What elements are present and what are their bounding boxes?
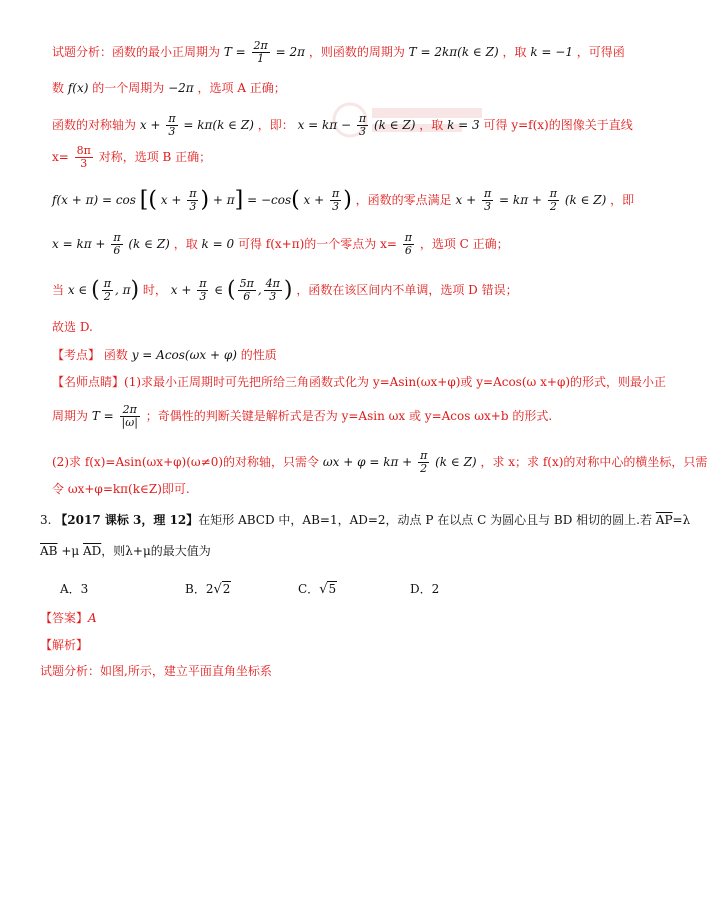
paren: ( — [148, 187, 157, 213]
analysis-line-3 — [52, 112, 633, 138]
analysis-line-6 — [52, 232, 600, 257]
numerator: 2π — [120, 404, 140, 417]
numerator: π — [420, 449, 428, 462]
denominator: 6 — [243, 290, 251, 303]
vector-ab: $\overline{AB}$ — [40, 544, 58, 558]
paren: ) — [343, 187, 352, 213]
denominator: 3 — [484, 200, 492, 213]
paren: ( — [227, 277, 236, 303]
formula: T = — [223, 45, 246, 59]
numerator: 2π — [253, 39, 268, 52]
mingshi-line-4: 令 ωx+φ=kπ(k∈Z)即可. — [52, 482, 190, 496]
analysis-line-5 — [52, 187, 635, 213]
jiexi-tag: 【解析】 — [40, 638, 89, 652]
denominator: 2 — [549, 200, 557, 213]
formula: , π — [114, 283, 131, 297]
analysis-line-4 — [52, 145, 600, 170]
vector-ad: $\overline{AD}$ — [83, 544, 102, 558]
formula: = 2π — [275, 45, 305, 59]
analysis-line-7: 当 x ∈ ( $\frac{\pi}{2}$ , π) 时， x + $\frac{\pi}{3}$ ∈ ( $\frac{5\pi}{6}$ , $\frac{4\pi}{3}$ ) ，函数在该区间内不单调，选项 D 错误； — [52, 277, 518, 303]
text: =λ — [672, 513, 691, 527]
numerator: π — [103, 277, 111, 290]
numerator: π — [483, 187, 492, 200]
text: 数 — [52, 81, 65, 95]
text: 的一个周期为 — [92, 81, 165, 95]
text: (2)求 f(x)=Asin(ωx+φ)(ω≠0)的对称轴，只需令 — [52, 455, 320, 469]
numerator: π — [358, 112, 367, 125]
paren: ) — [130, 277, 140, 303]
text: 周期为 — [52, 409, 89, 423]
formula: x + — [139, 118, 161, 132]
denominator: 3 — [80, 157, 88, 170]
fraction — [418, 450, 429, 475]
option-label: C． — [298, 582, 320, 596]
text: ，可得函 — [576, 45, 625, 59]
numerator: π — [189, 187, 197, 200]
fraction — [357, 113, 368, 138]
analysis-conclusion: 故选 D. — [52, 320, 93, 334]
kaodian-tag: 【考点】 — [52, 348, 101, 362]
mingshi-line-3 — [52, 449, 707, 475]
bracket: [ — [139, 187, 149, 213]
denominator: 6 — [113, 244, 121, 257]
fraction — [403, 232, 414, 257]
formula: x + — [455, 193, 477, 207]
numerator: 5π — [239, 277, 254, 290]
numerator: π — [199, 277, 207, 290]
text: ，选项 C 正确； — [419, 237, 509, 251]
question-text: ，则λ+μ的最大值为 — [101, 544, 211, 558]
formula: (k ∈ Z) — [128, 237, 170, 251]
formula: (k ∈ Z) — [564, 193, 607, 207]
formula: (k ∈ Z) — [373, 118, 416, 132]
fraction — [330, 188, 341, 213]
formula: k = 0 — [201, 237, 235, 251]
fraction — [252, 40, 270, 65]
formula: ∈ — [214, 283, 224, 297]
formula: x + — [160, 193, 182, 207]
formula: T = 2kπ(k ∈ Z) — [408, 45, 499, 59]
denominator: 3 — [332, 200, 340, 213]
paren: ) — [200, 187, 210, 213]
denominator: 2 — [420, 462, 428, 475]
formula: x + — [303, 193, 325, 207]
denominator: 1 — [257, 52, 265, 65]
text: 的性质 — [240, 348, 277, 362]
text: +μ — [61, 544, 80, 558]
question-number: 3. — [40, 513, 52, 527]
denominator: |ω| — [121, 416, 138, 429]
answer-line — [40, 608, 610, 628]
fraction — [111, 232, 122, 257]
text: 可得 f(x+π)的一个零点为 x= — [237, 237, 397, 251]
text: ，即 — [610, 193, 635, 207]
fraction — [75, 145, 93, 170]
jiexi-text: 试题分析：如图,所示，建立平面直角坐标系 — [40, 664, 272, 678]
text: 时， — [142, 283, 167, 297]
text: (1)求最小正周期时可先把所给三角函数式化为 y=Asin(ωx+φ)或 y=Acos(ω x+φ)的形式，则最小正 — [124, 375, 667, 389]
fraction — [166, 113, 177, 138]
text: 对称，选项 B 正确； — [98, 150, 212, 164]
formula: = kπ(k ∈ Z) — [183, 118, 254, 132]
vector-ap: $\overline{AP}$ — [655, 513, 673, 527]
text: 可得 y=f(x)的图像关于直线 — [483, 118, 633, 132]
formula: = −cos — [247, 193, 292, 207]
kaodian-line — [52, 346, 600, 364]
formula: y = Acos(ωx + φ) — [131, 348, 237, 362]
text: 试题分析：函数的最小正周期为 — [52, 45, 221, 59]
fraction — [197, 278, 208, 303]
paren: ( — [291, 187, 300, 213]
denominator: 3 — [168, 125, 176, 138]
paren: ) — [283, 277, 293, 303]
mingshi-line-1 — [52, 373, 667, 391]
mingshi-line-2 — [52, 404, 600, 429]
radicand: 5 — [328, 582, 337, 596]
numerator: π — [332, 187, 340, 200]
formula: T = — [91, 409, 114, 423]
mingshi-tag: 【名师点睛】 — [52, 375, 125, 389]
formula: k = 3 — [447, 118, 480, 132]
formula: x + — [170, 283, 192, 297]
formula: x = kπ − — [297, 118, 352, 132]
text: 当 — [52, 283, 65, 297]
numerator: π — [168, 112, 176, 125]
fraction — [120, 404, 140, 429]
question-3-stem — [40, 510, 691, 530]
formula: k = −1 — [530, 45, 573, 59]
analysis-line-1 — [52, 39, 625, 65]
question-3-stem-2 — [40, 541, 610, 561]
formula: −2π — [168, 81, 194, 95]
paren: ( — [91, 277, 100, 303]
analysis-line-2 — [52, 79, 600, 97]
formula: x = kπ + — [52, 237, 106, 251]
formula: ωx + φ = kπ + — [322, 455, 413, 469]
text: ，函数的零点满足 — [355, 193, 452, 207]
text: ，取 — [419, 118, 444, 132]
formula: f(x + π) = cos — [52, 193, 136, 207]
fraction — [482, 188, 493, 213]
numerator: 4π — [265, 277, 280, 290]
text: ，函数在该区间内不单调，选项 D 错误； — [296, 283, 518, 297]
radicand: 2 — [222, 582, 231, 596]
option-b: B．2√2 — [185, 582, 231, 597]
denominator: 2 — [103, 290, 111, 303]
text: ，求 x；求 f(x)的对称中心的横坐标，只需 — [480, 455, 707, 469]
bracket: ] — [234, 187, 244, 213]
formula: = kπ + — [499, 193, 542, 207]
fraction — [102, 278, 113, 303]
text: ，即： — [257, 118, 294, 132]
fraction — [548, 188, 559, 213]
text: ，取 — [502, 45, 527, 59]
formula: + π — [212, 193, 235, 207]
formula: f(x) — [67, 81, 89, 95]
text: ，选项 A 正确； — [197, 81, 286, 95]
question-source: 【2017 课标 3，理 12】 — [55, 513, 199, 527]
numerator: π — [113, 231, 121, 244]
denominator: 3 — [269, 290, 277, 303]
denominator: 6 — [404, 244, 412, 257]
answer-tag: 【答案】 — [40, 611, 89, 625]
formula: x ∈ — [67, 283, 88, 297]
text: ，则函数的周期为 — [308, 45, 405, 59]
denominator: 3 — [189, 200, 197, 213]
numerator: π — [549, 187, 558, 200]
text: 函数的对称轴为 — [52, 118, 137, 132]
fraction — [238, 278, 256, 303]
denominator: 3 — [358, 125, 366, 138]
option-label: B．2 — [185, 582, 214, 596]
formula: x= — [52, 150, 69, 164]
text: ；奇偶性的判断关键是解析式是否为 y=Asin ωx 或 y=Acos ωx+b 的形式. — [145, 409, 553, 423]
option-a: A．3 — [60, 582, 89, 596]
text: ，取 — [173, 237, 198, 251]
text: 函数 — [103, 348, 128, 362]
fraction — [187, 188, 198, 213]
fraction — [264, 278, 282, 303]
formula: (k ∈ Z) — [435, 455, 477, 469]
numerator: π — [404, 231, 412, 244]
question-text: 在矩形 ABCD 中，AB=1，AD=2，动点 P 在以点 C 为圆心且与 BD 相切的圆上.若 — [198, 513, 652, 527]
option-d: D．2 — [410, 582, 440, 596]
numerator: 8π — [76, 144, 91, 157]
denominator: 3 — [199, 290, 207, 303]
option-c: C．√5 — [298, 582, 337, 597]
answer-value: A — [88, 611, 97, 625]
